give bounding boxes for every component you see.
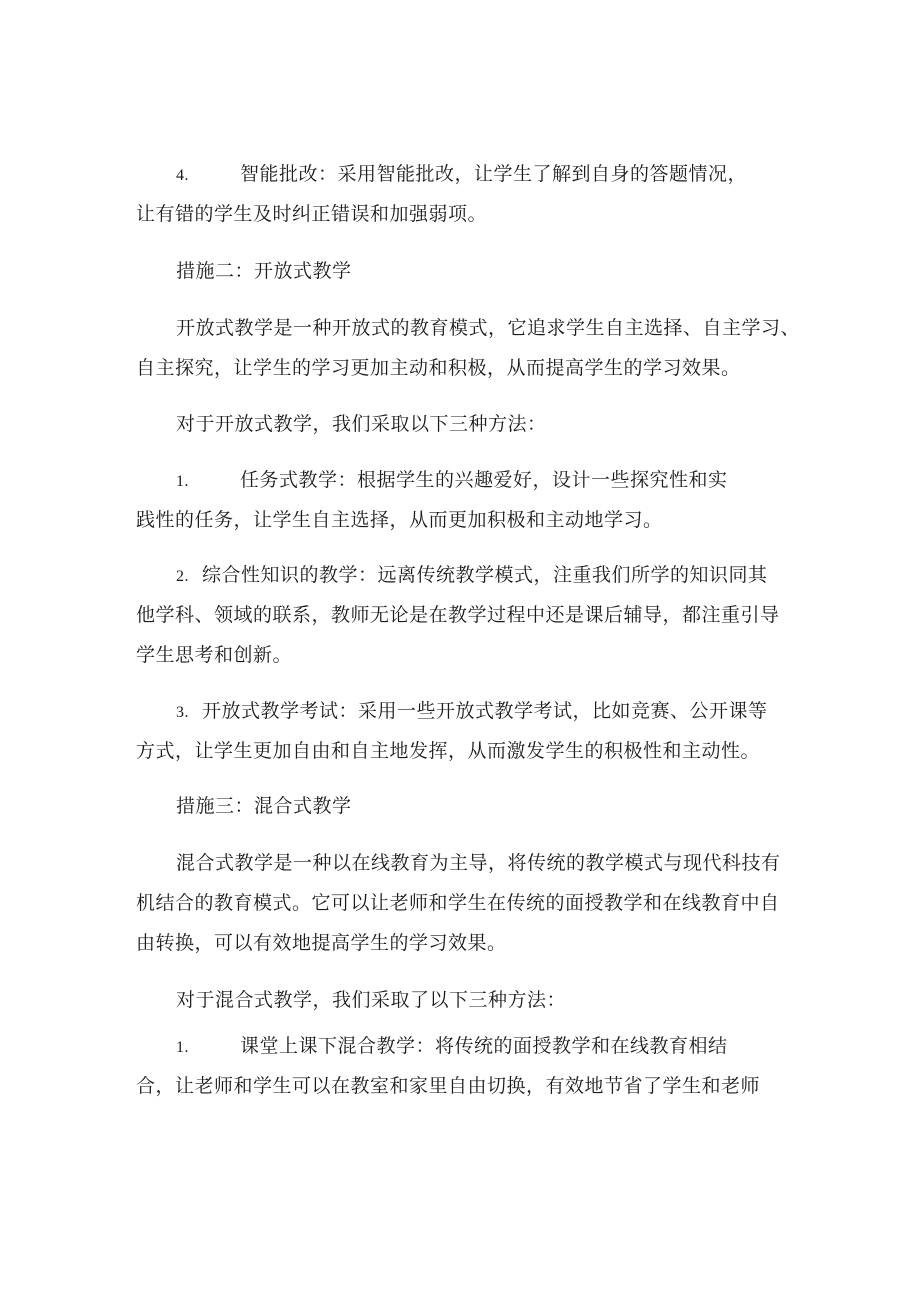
list-item-2-line-3: 学生思考和创新。 [136, 644, 293, 666]
paragraph-line: 机结合的教育模式。它可以让老师和学生在传统的面授教学和在线教育中自 [136, 892, 780, 914]
list-text: 开放式教学考试：采用一些开放式教学考试，比如竞赛、公开课等 [202, 700, 768, 722]
list-item-4-line-2: 让有错的学生及时纠正错误和加强弱项。 [136, 203, 488, 225]
section-heading-measure-2: 措施二：开放式教学 [176, 260, 352, 282]
list-text: 课堂上课下混合教学：将传统的面授教学和在线教育相结 [240, 1035, 728, 1057]
list-number: 1. [176, 473, 189, 490]
list-item-1-line-2: 合，让老师和学生可以在教室和家里自由切换，有效地节省了学生和老师 [136, 1075, 761, 1097]
list-item-3-line-1 [176, 698, 768, 726]
list-text: 任务式教学：根据学生的兴趣爱好，设计一些探究性和实 [240, 469, 728, 491]
paragraph-line: 自主探究，让学生的学习更加主动和积极，从而提高学生的学习效果。 [136, 357, 741, 379]
section-heading-measure-3: 措施三：混合式教学 [176, 795, 352, 817]
list-item-1-line-2: 践性的任务，让学生自主选择，从而更加积极和主动地学习。 [136, 509, 663, 531]
paragraph-line: 开放式教学是一种开放式的教育模式，它追求学生自主选择、自主学习、 [176, 317, 801, 339]
list-item-1-line-1 [176, 1033, 728, 1061]
list-number: 3. [176, 704, 189, 721]
list-number: 2. [176, 568, 189, 585]
list-item-1-line-1 [176, 467, 728, 495]
list-item-4-line-1 [176, 161, 747, 189]
paragraph-line: 由转换，可以有效地提高学生的学习效果。 [136, 932, 507, 954]
paragraph-line: 对于混合式教学，我们采取了以下三种方法： [176, 989, 567, 1011]
paragraph-line: 对于开放式教学，我们采取以下三种方法： [176, 413, 547, 435]
list-text: 综合性知识的教学：远离传统教学模式，注重我们所学的知识同其 [202, 564, 768, 586]
list-item-2-line-2: 他学科、领域的联系，教师无论是在教学过程中还是课后辅导，都注重引导 [136, 604, 780, 626]
list-item-3-line-2: 方式，让学生更加自由和自主地发挥，从而激发学生的积极性和主动性。 [136, 740, 761, 762]
list-text: 智能批改：采用智能批改，让学生了解到自身的答题情况， [240, 163, 748, 185]
paragraph-line: 混合式教学是一种以在线教育为主导，将传统的教学模式与现代科技有 [176, 852, 781, 874]
list-item-2-line-1 [176, 562, 768, 590]
list-number: 1. [176, 1039, 189, 1056]
list-number: 4. [176, 167, 189, 184]
